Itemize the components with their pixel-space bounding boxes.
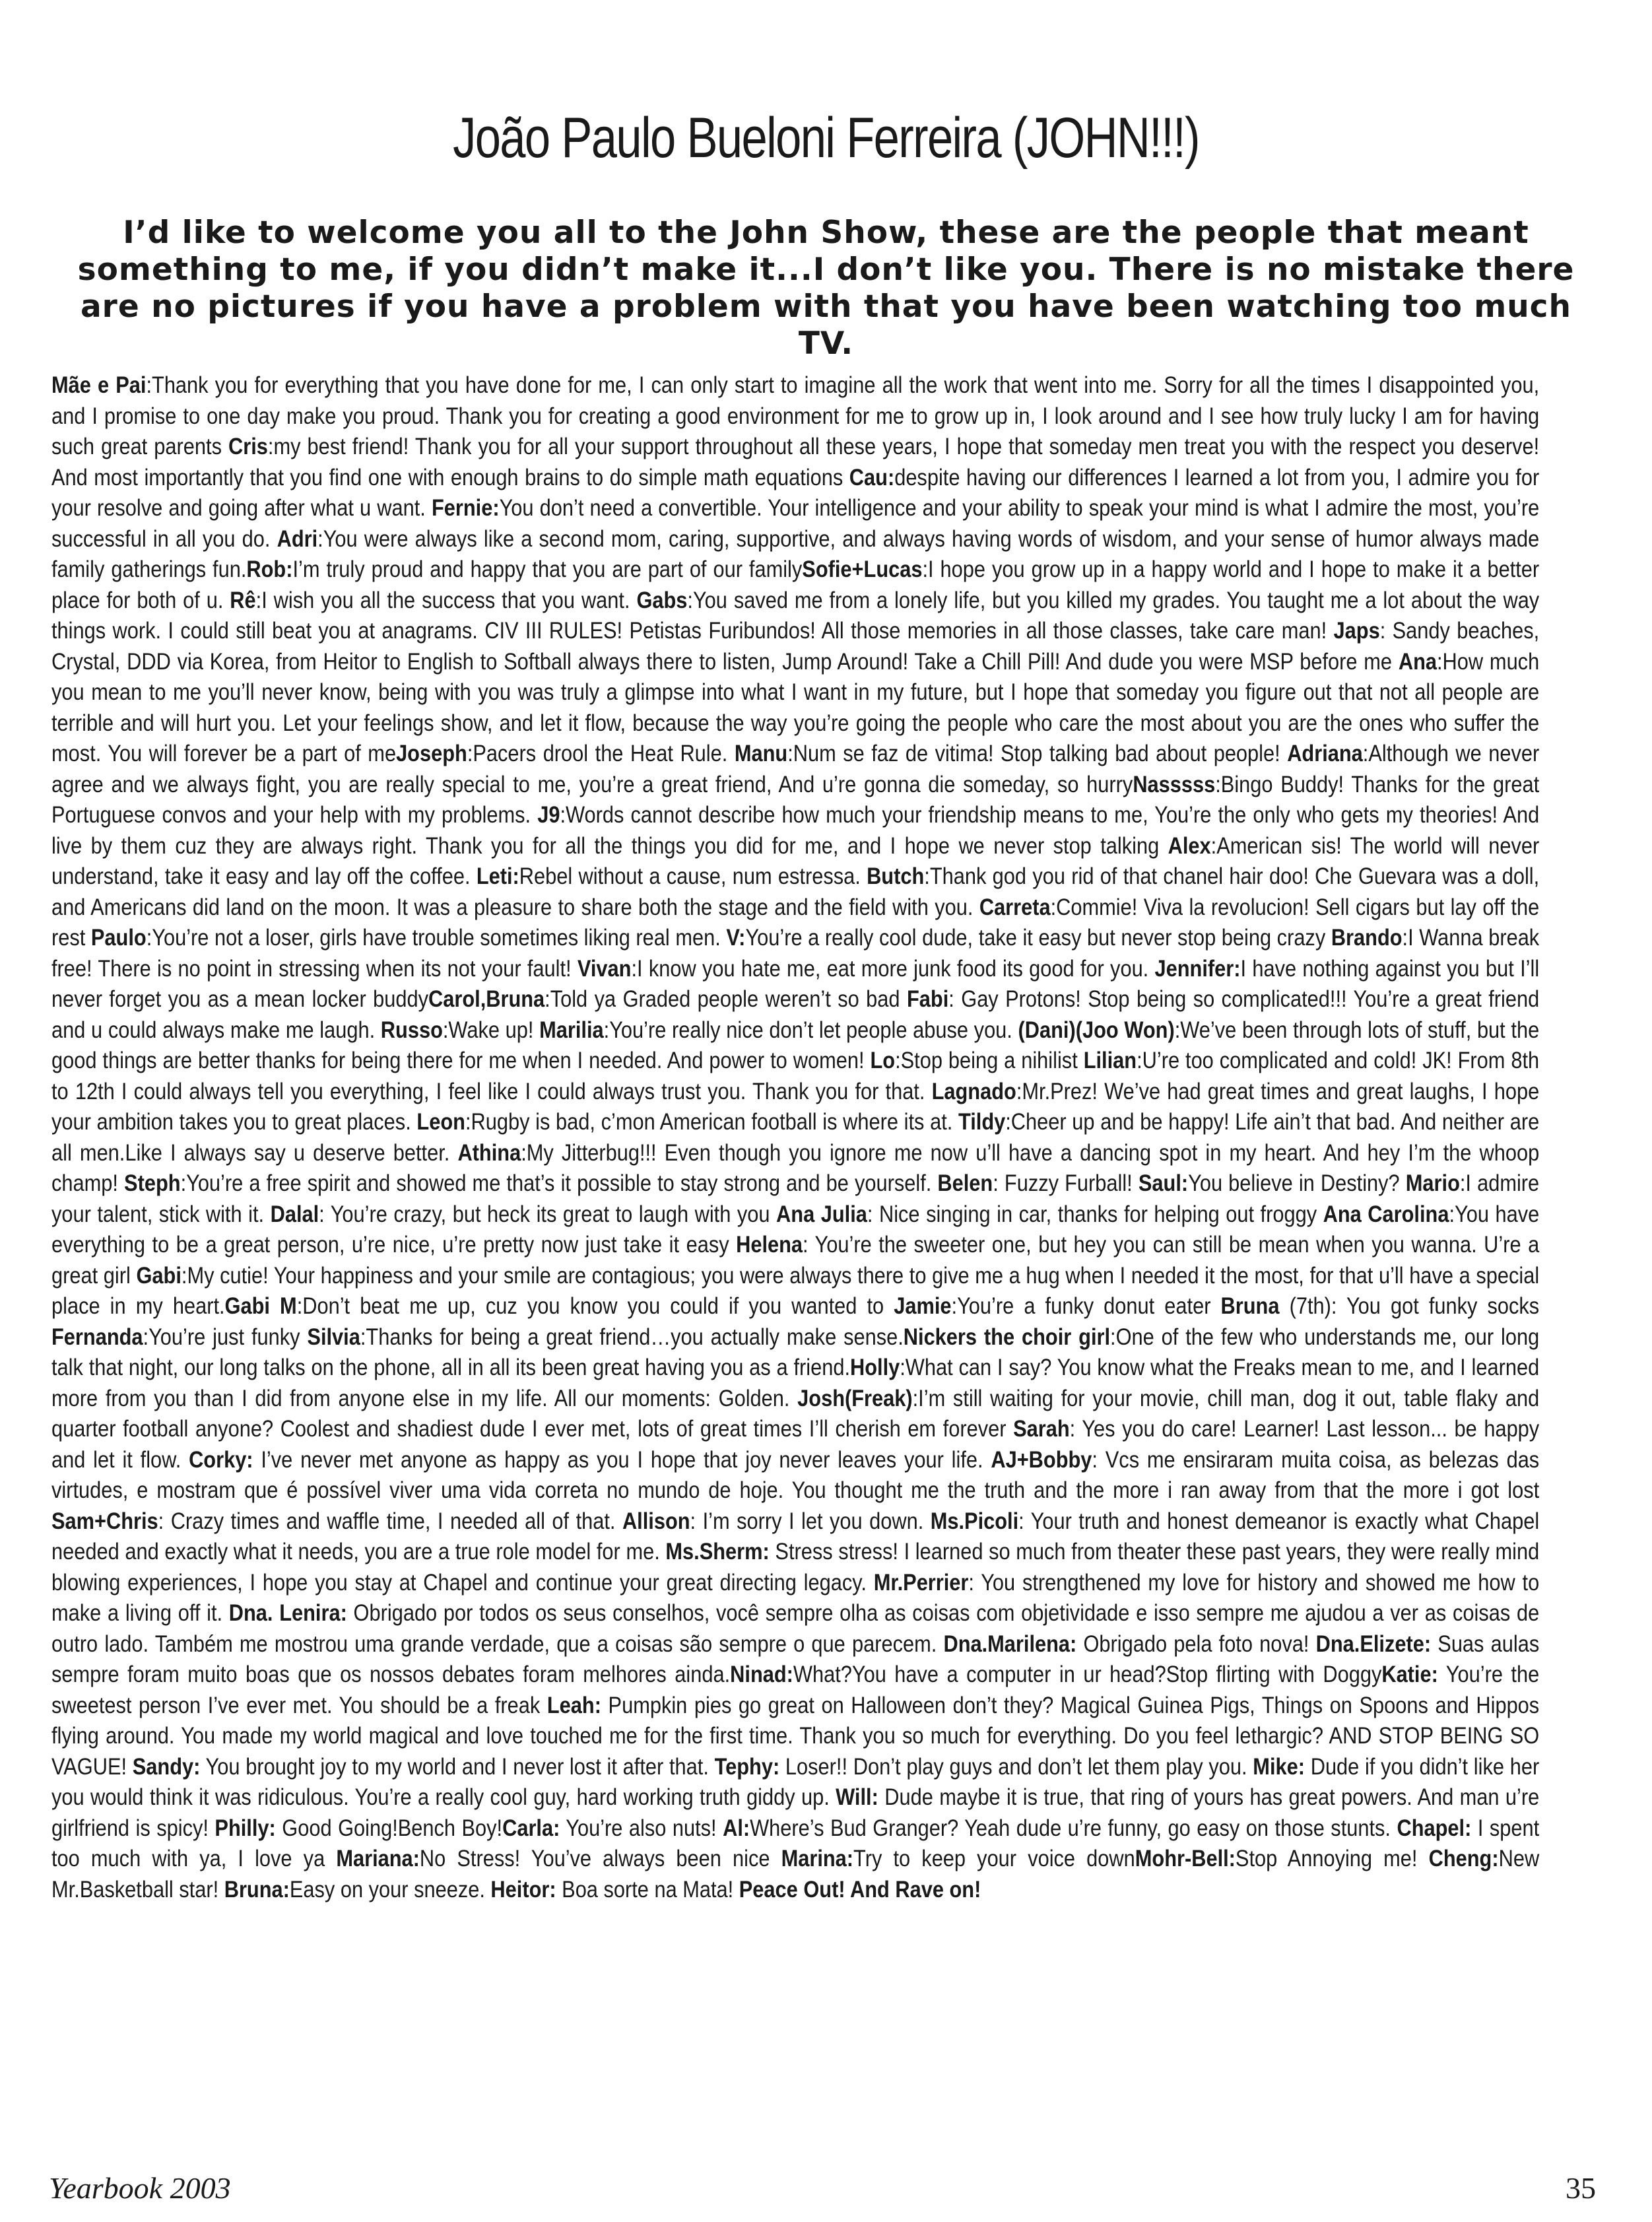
message-name: Helena <box>736 1231 803 1258</box>
message-text: :Don’t beat me up, cuz you know you could if you wanted to <box>296 1293 894 1319</box>
message-name: Adriana <box>1287 740 1363 766</box>
message-name: Dna.Elizete: <box>1315 1630 1432 1657</box>
message-text: :You saved me from a lonely life, but you killed my grades. You taught me a lot about the way things work. I could still beat you at anagrams. CIV III RULES! Petistas Furibundos! All those memories in all those classes, take care man! <box>51 586 1540 644</box>
message-name: Ms.Picoli <box>930 1507 1019 1534</box>
message-name: Joseph <box>396 740 467 766</box>
message-name: Mario <box>1405 1170 1460 1196</box>
message-name: Dalal <box>270 1200 319 1227</box>
message-text: Dude if you didn’t like her you would think it was ridiculous. You’re a really cool guy, hard working truth giddy up. <box>51 1753 1540 1810</box>
message-name: Marilia <box>539 1016 604 1043</box>
message-name: Dna.Marilena: <box>943 1630 1077 1657</box>
message-text: (7th): You got funky socks <box>1279 1293 1540 1319</box>
message-text: New Mr.Basketball star! <box>51 1845 1540 1902</box>
message-text: :What can I say? You know what the Freaks mean to me, and I learned more from you than I did from anyone else in my life. All our moments: Golden. <box>51 1354 1540 1411</box>
message-text: :You’re really nice don’t let people abuse you. <box>603 1016 1018 1043</box>
message-text: No Stress! You’ve always been nice <box>419 1845 781 1871</box>
message-text: :Wake up! <box>442 1016 540 1043</box>
message-name: (Dani)(Joo Won) <box>1018 1016 1175 1043</box>
message-name: Gabi <box>136 1262 182 1289</box>
message-text: :I hope you grow up in a happy world and I hope to make it a better place for both of u. <box>51 556 1540 613</box>
message-text: I’ve never met anyone as happy as you I hope that joy never leaves your life. <box>253 1446 991 1473</box>
message-name: Sandy: <box>132 1753 201 1780</box>
message-text: Easy on your sneeze. <box>289 1875 491 1902</box>
message-text: You don’t need a convertible. Your intelligence and your ability to speak your mind is what I admire the most, you’re successful in all you do. <box>51 494 1540 552</box>
message-text: :I admire your talent, stick with it. <box>51 1170 1540 1227</box>
message-name: Peace Out! And Rave on! <box>739 1875 981 1902</box>
message-name: Tephy: <box>714 1753 780 1780</box>
message-name: Lilian <box>1083 1047 1137 1073</box>
message-text: : I’m sorry I let you down. <box>690 1507 931 1534</box>
message-text: :You’re a funky donut eater <box>951 1293 1221 1319</box>
message-text: Loser!! Don’t play guys and don’t let them play you. <box>779 1753 1253 1780</box>
message-name: Mãe e Pai <box>51 372 147 398</box>
message-text: :I know you hate me, eat more junk food its good for you. <box>631 955 1155 982</box>
message-text: :Thank god you rid of that chanel hair doo! Che Guevara was a doll, and Americans did land on the moon. It was a pleasure to share both the stage and the field with you. <box>51 863 1540 920</box>
message-name: Allison <box>622 1507 690 1534</box>
message-text: :Commie! Viva la revolucion! Sell cigars but lay off the rest <box>51 893 1540 951</box>
message-name: Saul: <box>1138 1170 1189 1196</box>
message-name: Fernanda <box>51 1323 143 1350</box>
message-text: Rebel without a cause, num estressa. <box>519 863 867 889</box>
message-text: You believe in Destiny? <box>1188 1170 1406 1196</box>
message-name: Tildy <box>958 1108 1006 1135</box>
message-text: :American sis! The world will never understand, take it easy and lay off the coffee. <box>51 832 1540 889</box>
message-text: Stress stress! I learned so much from theater these past years, they were really mind blowing experiences, I hope you stay at Chapel and continue your great directing legacy. <box>51 1538 1540 1596</box>
message-name: Bruna <box>1220 1293 1280 1319</box>
message-text: :One of the few who understands me, our long talk that night, our long talks on the phone, all in all its been great having you as a friend. <box>51 1323 1540 1380</box>
message-text: You’re also nuts! <box>560 1814 723 1841</box>
message-text: :Pacers drool the Heat Rule. <box>467 740 735 766</box>
message-text: What?You have a computer in ur head?Stop flirting with Doggy <box>793 1661 1382 1687</box>
message-name: Ninad: <box>730 1661 793 1687</box>
message-text: :I wish you all the success that you want. <box>255 586 637 613</box>
message-text: :Mr.Prez! We’ve had great times and great laughs, I hope your ambition takes you to great places. <box>51 1077 1540 1135</box>
message-text: Where’s Bud Granger? Yeah dude u’re funny, go easy on those stunts. <box>750 1814 1397 1841</box>
message-name: Sarah <box>1013 1415 1070 1442</box>
message-text: I’m truly proud and happy that you are part of our family <box>292 556 803 582</box>
message-text: : Gay Protons! Stop being so complicated!!! You’re a great friend and u could always make me laugh. <box>51 986 1540 1043</box>
message-name: Philly: <box>215 1814 276 1841</box>
footer-yearbook: Yearbook 2003 <box>49 2171 231 2205</box>
message-name: Ana Carolina <box>1323 1200 1449 1227</box>
message-name: Fabi <box>906 986 949 1012</box>
message-text: :Told ya Graded people weren’t so bad <box>545 986 907 1012</box>
message-text: Obrigado pela foto nova! <box>1076 1630 1316 1657</box>
message-text: :Thanks for being a great friend…you actually make sense. <box>360 1323 904 1350</box>
message-name: Corky: <box>189 1446 253 1473</box>
message-text: despite having our differences I learned a lot from you, I admire you for your resolve and going after what u want. <box>51 463 1540 521</box>
message-name: Mr.Perrier <box>873 1568 969 1596</box>
message-name: Al: <box>723 1814 750 1841</box>
message-text: :You’re a free spirit and showed me that’s it possible to stay strong and be yourself. <box>180 1170 938 1196</box>
message-name: Katie: <box>1381 1661 1438 1687</box>
message-name: J9 <box>537 801 560 828</box>
message-name: Cau: <box>849 463 895 490</box>
intro-paragraph: I’d like to welcome you all to the John Show, these are the people that meant something to me, if you didn’t make it...I don’t like you. There is no mistake there are no pictures if you have a problem with that you have been watching too much TV. <box>77 215 1575 362</box>
message-text: :Stop being a nihilist <box>895 1047 1084 1073</box>
message-name: Carreta <box>979 893 1051 920</box>
message-name: V: <box>726 924 746 951</box>
message-name: Jennifer: <box>1154 955 1241 982</box>
message-text: Suas aulas sempre foram muito boas que os nossos debates foram melhores ainda. <box>51 1630 1540 1687</box>
message-text: : Vcs me ensiraram muita coisa, as belezas das virtudes, e mostram que é possível viver uma vida correta no mundo de hoje. You thought me the truth and the more i ran away from that the more i got lost <box>51 1446 1540 1503</box>
message-text: :You’re just funky <box>143 1323 308 1350</box>
message-name: Ana Julia <box>776 1200 867 1227</box>
message-name: Sam+Chris <box>51 1507 158 1534</box>
message-name: Rê <box>230 586 256 613</box>
message-text: Dude maybe it is true, that ring of yours has great powers. And man u’re girlfriend is spicy! <box>51 1784 1540 1841</box>
message-name: Cheng: <box>1428 1845 1499 1871</box>
message-name: Cris <box>228 433 268 459</box>
message-text: :You were always like a second mom, caring, supportive, and always having words of wisdom, and your sense of humor always made family gatherings fun. <box>51 525 1540 582</box>
message-name: Dna. Lenira: <box>228 1599 347 1626</box>
message-name: Fernie: <box>431 494 500 521</box>
message-text: You brought joy to my world and I never lost it after that. <box>200 1753 715 1780</box>
message-text: Obrigado por todos os seus conselhos, você sempre olha as coisas com objetividade e isso sempre me ajudou a ver as coisas de outro lado. Também me mostrou uma grande verdade, que a coisas são sempre o que parecem. <box>51 1599 1540 1657</box>
messages-body <box>51 370 1539 1904</box>
message-name: Vivan <box>577 955 632 982</box>
message-name: Leti: <box>476 863 519 889</box>
message-name: Josh(Freak) <box>797 1384 913 1411</box>
message-text: : You’re crazy, but heck its great to laugh with you <box>319 1200 777 1227</box>
message-name: Leah: <box>546 1691 601 1718</box>
message-text: :My Jitterbug!!! Even though you ignore me now u’ll have a dancing spot in my heart. And hey I’m the whoop champ! <box>51 1139 1540 1196</box>
message-name: Belen <box>937 1170 993 1196</box>
message-name: Gabi M <box>224 1293 297 1319</box>
message-text: Pumpkin pies go great on Halloween don’t they? Magical Guinea Pigs, Things on Spoons and Hippos flying around. You made my world magical and love touched me for the first time. Thank you so much for everything. Do you feel lethargic? AND STOP BEING SO VAGUE! <box>51 1691 1540 1780</box>
message-name: Heitor: <box>490 1875 556 1902</box>
message-name: Rob: <box>246 556 293 582</box>
message-text: Good Going!Bench Boy! <box>275 1814 503 1841</box>
message-name: Athina <box>457 1139 521 1166</box>
message-text: You’re a really cool dude, take it easy but never stop being crazy <box>745 924 1331 951</box>
page-title: João Paulo Bueloni Ferreira (JOHN!!!) <box>453 106 1199 170</box>
message-text: :Rugby is bad, c’mon American football is where its at. <box>465 1108 958 1135</box>
message-text: :Bingo Buddy! Thanks for the great Portuguese convos and your help with my problems. <box>51 770 1540 828</box>
page-number: 35 <box>1566 2171 1596 2205</box>
message-text: I have nothing against you but I’ll never forget you as a mean locker buddy <box>51 955 1540 1012</box>
message-name: Ana <box>1398 648 1437 675</box>
message-name: Nickers the choir girl <box>903 1323 1111 1350</box>
message-name: Leon <box>416 1108 465 1135</box>
message-text: :I’m still waiting for your movie, chill man, dog it out, table flaky and quarter football anyone? Coolest and shadiest dude I ever met, lots of great times I’ll cherish em forever <box>51 1384 1540 1442</box>
message-name: Sofie+Lucas <box>802 556 923 582</box>
message-text: :Although we never agree and we always fight, you are really special to me, you’re a great friend, And u’re gonna die someday, so hurry <box>51 740 1540 797</box>
message-text: :U’re too complicated and cold! JK! From 8th to 12th I could always tell you everything, I feel like I could always trust you. Thank you for that. <box>51 1047 1540 1104</box>
message-text: :Words cannot describe how much your friendship means to me, You’re the only who gets my theories! And live by them cuz they are always right. Thank you for all the things you did for me, and I hope we never stop talking <box>51 801 1540 859</box>
message-name: Lagnado <box>931 1077 1016 1104</box>
message-name: Nasssss <box>1133 770 1216 797</box>
message-text: :Num se faz de vitima! Stop talking bad about people! <box>787 740 1288 766</box>
message-name: AJ+Bobby <box>991 1446 1092 1473</box>
message-text: :I Wanna break free! There is no point in stressing when its not your fault! <box>51 924 1540 982</box>
message-name: Mariana: <box>336 1845 420 1871</box>
message-name: Ms.Sherm: <box>665 1538 770 1565</box>
message-text: : Yes you do care! Learner! Last lesson... be happy and let it flow. <box>51 1415 1540 1473</box>
message-name: Manu <box>734 740 788 766</box>
message-text: Boa sorte na Mata! <box>556 1875 739 1902</box>
message-name: Paulo <box>90 924 147 951</box>
message-text: : Crazy times and waffle time, I needed all of that. <box>158 1507 622 1534</box>
message-name: Chapel: <box>1397 1814 1472 1841</box>
message-text: :Cheer up and be happy! Life ain’t that bad. And neither are all men.Like I always say u deserve better. <box>51 1108 1540 1166</box>
message-text: :We’ve been through lots of stuff, but the good things are better thanks for being there for me when I needed. And power to women! <box>51 1016 1540 1073</box>
message-text: : You strengthened my love for history and showed me how to make a living off it. <box>51 1568 1540 1626</box>
message-name: Japs <box>1333 617 1380 644</box>
message-name: Marina: <box>781 1845 854 1871</box>
message-name: Mohr-Bell: <box>1135 1845 1236 1871</box>
message-name: Lo <box>870 1047 896 1073</box>
message-name: Russo <box>380 1016 443 1043</box>
message-name: Jamie <box>894 1293 952 1319</box>
message-text: :Thank you for everything that you have done for me, I can only start to imagine all the work that went into me. Sorry for all the times I disappointed you, and I promise to one day make you proud. Thank you for creating a good environment for me to grow up in, I look around and I see how truly lucky I am for having such great parents <box>51 372 1540 459</box>
message-name: Mike: <box>1253 1753 1305 1780</box>
message-name: Adri <box>277 525 318 552</box>
message-name: Silvia <box>307 1323 360 1350</box>
message-name: Gabs <box>636 586 688 613</box>
message-text: I spent too much with ya, I love ya <box>51 1814 1540 1871</box>
message-text: Stop Annoying me! <box>1235 1845 1429 1871</box>
message-text: : Your truth and honest demeanor is exactly what Chapel needed and exactly what it needs, you are a true role model for me. <box>51 1507 1540 1565</box>
message-name: Will: <box>836 1784 878 1810</box>
message-text: :my best friend! Thank you for all your support throughout all these years, I hope that someday men treat you with the respect you deserve! And most importantly that you find one with enough brains to do simple math equations <box>51 433 1540 490</box>
message-name: Brando <box>1331 924 1403 951</box>
message-text: : You’re the sweeter one, but hey you can still be mean when you wanna. U’re a great girl <box>51 1231 1540 1289</box>
message-text: Try to keep your voice down <box>853 1845 1135 1871</box>
message-text: You’re the sweetest person I’ve ever met. You should be a freak <box>51 1661 1540 1718</box>
message-name: Holly <box>849 1354 900 1380</box>
message-text: :My cutie! Your happiness and your smile are contagious; you were always there to give me a hug when I needed it the most, for that u’ll have a special place in my heart. <box>51 1262 1540 1319</box>
message-text: :You’re not a loser, girls have trouble sometimes liking real men. <box>146 924 727 951</box>
message-text: : Nice singing in car, thanks for helping out froggy <box>867 1200 1323 1227</box>
message-name: Alex <box>1168 832 1211 859</box>
message-text: : Fuzzy Furball! <box>993 1170 1139 1196</box>
message-name: Steph <box>124 1170 181 1196</box>
message-text: :How much you mean to me you’ll never know, being with you was truly a glimpse into what I want in my future, but I hope that someday you figure out that not all people are terrible and will hurt you. Let your feelings show, and let it flow, because the way you’re going the people who care the most about you are the ones who suffer the most. You will forever be a part of me <box>51 648 1540 766</box>
message-name: Butch <box>867 863 925 889</box>
message-name: Bruna: <box>224 1875 290 1902</box>
message-name: Carol,Bruna <box>428 986 545 1012</box>
message-text: :You have everything to be a great person, u’re nice, u’re pretty now just take it easy <box>51 1200 1540 1258</box>
message-text: : Sandy beaches, Crystal, DDD via Korea, from Heitor to English to Softball always there to listen, Jump Around! Take a Chill Pill! And dude you were MSP before me <box>51 617 1540 675</box>
message-name: Carla: <box>502 1814 560 1841</box>
